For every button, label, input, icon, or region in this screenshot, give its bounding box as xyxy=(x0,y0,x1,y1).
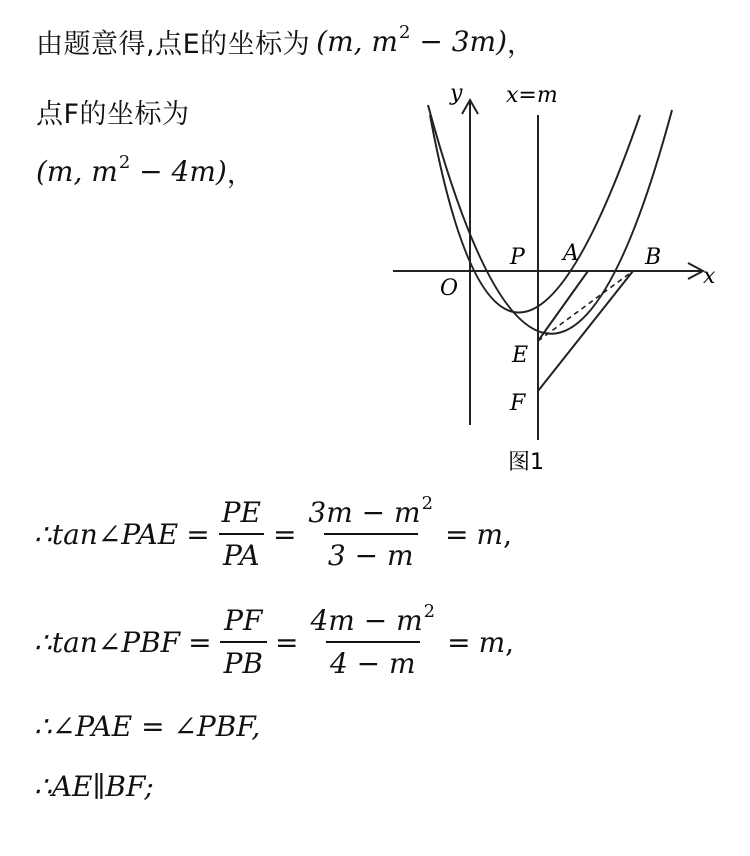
label-x: x xyxy=(703,264,716,289)
label-a: A xyxy=(563,241,579,266)
label-y: y xyxy=(450,81,463,106)
eq1-tail: , xyxy=(503,517,512,551)
eq2-fraction-2-denominator: 4 − m xyxy=(326,641,420,680)
equation-2: ∴tan∠PBF = $\frac{PF}{PB}$ = $\frac{4m - m^2}{4 - m}$ = m , xyxy=(34,601,515,680)
eq2-fraction-1-numerator: PF xyxy=(224,604,263,637)
label-p: P xyxy=(510,245,525,270)
line-3-tail: ， xyxy=(226,159,255,190)
point-f-coordinates: (m, $m^2 - 4m$) xyxy=(36,152,227,188)
label-o: O xyxy=(440,276,459,301)
label-x-equals-m: x=m xyxy=(506,83,558,108)
line-3 xyxy=(36,152,254,191)
eq1-fraction-1 xyxy=(218,496,265,572)
line-2-text: 点F的坐标为 xyxy=(36,99,190,130)
equation-3 xyxy=(34,710,260,743)
label-f: F xyxy=(510,391,526,416)
eq1-fraction-2-denominator: 3 − m xyxy=(324,533,418,572)
parabola-2 xyxy=(428,105,672,334)
eq1-fraction-1-numerator: PE xyxy=(221,496,261,529)
equation-1: ∴tan∠PAE = $\frac{PE}{PA}$ = $\frac{3m - m^2}{3 - m}$ = m , xyxy=(34,493,512,572)
line-1-text: 由题意得,点E的坐标为 xyxy=(36,29,311,60)
eq2-fraction-1-denominator: PB xyxy=(220,641,267,680)
line-1-tail: ， xyxy=(507,29,535,60)
figure-caption: 图1 xyxy=(508,450,544,475)
eq2-fraction-1 xyxy=(220,604,267,680)
eq1-fraction-2-numerator: $3m - m^2$ xyxy=(308,493,434,529)
eq2-tail: , xyxy=(505,625,515,659)
line-1 xyxy=(36,22,535,61)
line-2 xyxy=(36,92,190,131)
eq1-fraction-1-denominator: PA xyxy=(219,533,264,572)
eq1-lhs: ∴tan∠PAE xyxy=(34,517,179,551)
label-b: B xyxy=(645,245,662,270)
segment-bf xyxy=(538,271,633,391)
eq4-text: ∴AE∥BF; xyxy=(34,770,154,803)
equation-4 xyxy=(34,770,154,803)
eq2-rhs: m xyxy=(478,625,506,659)
point-e-coordinates: (m, $m^2 - 3m$) xyxy=(316,22,507,58)
figure-1 xyxy=(380,78,725,488)
eq1-rhs: m xyxy=(476,517,504,551)
eq2-fraction-2 xyxy=(306,601,439,680)
eq2-fraction-2-numerator: $4m - m^2$ xyxy=(310,601,436,637)
eq3-text: ∴∠PAE = ∠PBF, xyxy=(34,710,261,743)
label-e: E xyxy=(512,343,529,368)
eq1-fraction-2 xyxy=(304,493,437,572)
eq2-lhs: ∴tan∠PBF xyxy=(34,625,181,659)
